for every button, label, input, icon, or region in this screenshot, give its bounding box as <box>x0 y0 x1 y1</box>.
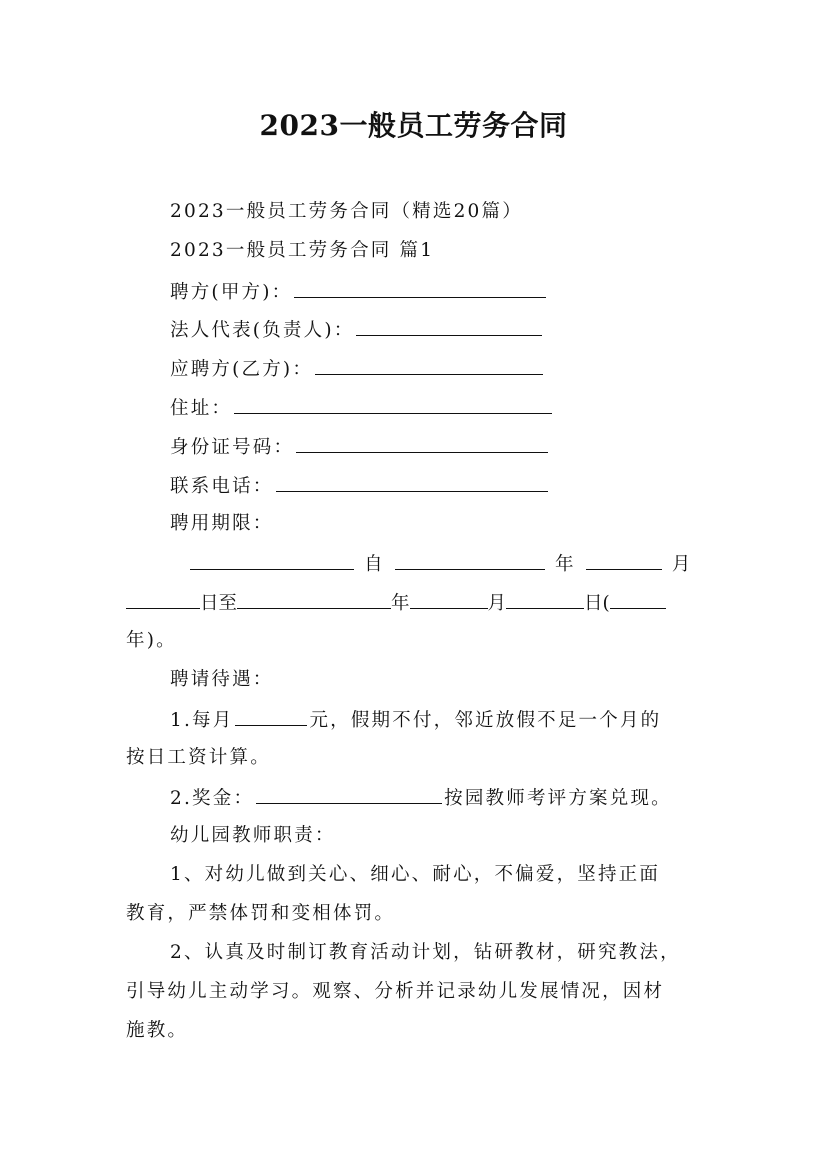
term-zi: 自 <box>364 554 385 575</box>
phone-field <box>0 473 827 499</box>
term-blank-2 <box>395 551 545 570</box>
chapter-heading: 2023一般员工劳务合同 篇1 <box>170 240 435 261</box>
pay-suffix: 元，假期不付，邻近放假不足一个月的 <box>309 710 662 731</box>
pay-prefix: 1.每月 <box>170 710 234 731</box>
term-yue2: 月 <box>487 593 507 614</box>
employer-label: 聘方(甲方)： <box>170 282 293 303</box>
employee-field <box>0 356 827 382</box>
phone-blank <box>276 473 548 492</box>
term-nian: 年 <box>554 554 576 575</box>
term-line-2 <box>0 590 827 616</box>
duty-2-line-2: 引导幼儿主动学习。观察、分析并记录幼儿发展情况，因材 <box>126 981 665 1002</box>
employer-field <box>0 279 827 305</box>
term-blank-6 <box>410 590 488 609</box>
bonus-line <box>0 785 827 811</box>
pay-blank <box>235 707 307 726</box>
term-nian2: 年 <box>391 593 410 614</box>
bonus-blank <box>256 785 442 804</box>
bonus-prefix: 2.奖金： <box>170 788 255 809</box>
term-yue: 月 <box>671 554 693 575</box>
term-label: 聘用期限： <box>170 513 274 534</box>
pay-line-cont: 按日工资计算。 <box>126 747 271 768</box>
legal-rep-blank <box>356 317 542 336</box>
duty-1-line-1: 1、对幼儿做到关心、细心、耐心，不偏爱，坚持正面 <box>170 864 661 885</box>
term-blank-1 <box>190 551 354 570</box>
employee-label: 应聘方(乙方)： <box>170 359 314 380</box>
duty-1-line-2: 教育，严禁体罚和变相体罚。 <box>126 903 396 924</box>
address-label: 住址： <box>170 398 233 419</box>
address-field <box>0 395 827 421</box>
legal-rep-field <box>0 317 827 343</box>
treatment-label: 聘请待遇： <box>170 669 274 690</box>
id-number-field <box>0 434 827 460</box>
subtitle-line: 2023一般员工劳务合同（精选20篇） <box>170 201 523 222</box>
pay-line <box>0 707 827 733</box>
document-title: 2023一般员工劳务合同 <box>259 109 568 142</box>
term-line-1 <box>0 551 827 577</box>
term-ri-paren: 日( <box>584 593 610 614</box>
phone-label: 联系电话： <box>170 476 274 497</box>
bonus-suffix: 按园教师考评方案兑现。 <box>444 788 672 809</box>
legal-rep-label: 法人代表(负责人)： <box>170 320 355 341</box>
term-blank-7 <box>506 590 584 609</box>
term-blank-3 <box>586 551 662 570</box>
address-blank <box>234 395 552 414</box>
id-number-label: 身份证号码： <box>170 437 295 458</box>
employer-blank <box>294 279 546 298</box>
term-rizhi: 日至 <box>200 593 238 614</box>
term-blank-5 <box>237 590 391 609</box>
duty-2-line-3: 施教。 <box>126 1020 189 1041</box>
duty-2-line-1: 2、认真及时制订教育活动计划，钻研教材，研究教法， <box>170 942 681 963</box>
term-blank-4 <box>126 590 200 609</box>
term-end: 年)。 <box>126 630 177 651</box>
id-number-blank <box>296 434 548 453</box>
employee-blank <box>315 356 543 375</box>
duties-label: 幼儿园教师职责： <box>170 825 336 846</box>
term-blank-8 <box>610 590 666 609</box>
